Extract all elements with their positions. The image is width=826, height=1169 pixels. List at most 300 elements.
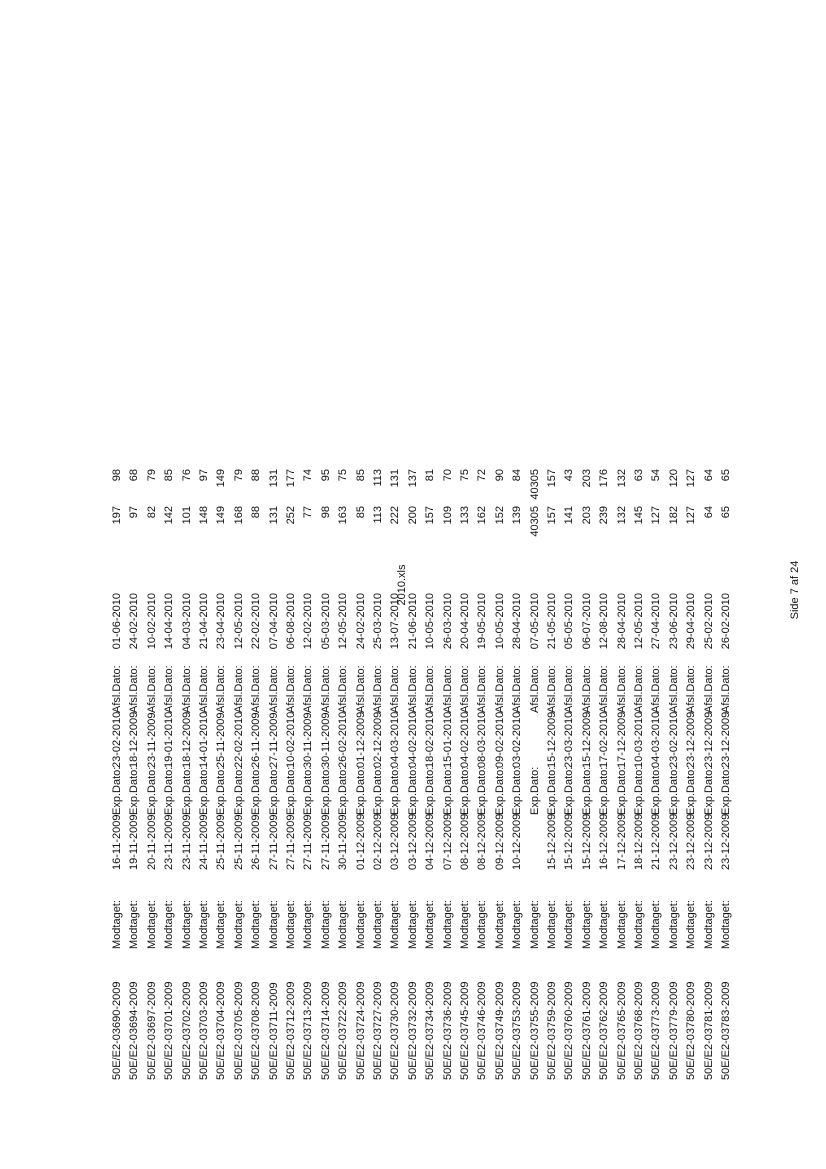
- case-id: 50E/E2-03713-2009: [302, 981, 315, 1080]
- afsl-date: 25-11-2009: [215, 712, 228, 768]
- days-total: 88: [250, 506, 263, 519]
- table-row: [335, 420, 352, 1080]
- afsl-label: Afsl.Dato:: [319, 665, 332, 713]
- exp-date: 08-12-2009: [459, 813, 471, 870]
- days-total: 98: [319, 506, 332, 519]
- table-row: [527, 420, 544, 1080]
- received-label: Modtaget:: [702, 900, 715, 949]
- exp-label: Exp.Dato:: [128, 766, 141, 815]
- exp-date: 15-12-2009: [580, 813, 593, 870]
- received-label: Modtaget:: [615, 900, 628, 949]
- exp-date: 16-12-2009: [598, 813, 611, 870]
- afsl-date: 23-03-2010: [563, 711, 576, 768]
- days-total: 200: [406, 506, 419, 525]
- days-remaining: 70: [441, 469, 454, 482]
- days-remaining: 90: [493, 469, 506, 482]
- afsl-label: Afsl.Dato:: [250, 665, 263, 713]
- table-row: [492, 420, 509, 1080]
- days-total: 101: [180, 506, 193, 525]
- exp-date: 02-12-2009: [372, 813, 384, 870]
- case-id: 50E/E2-03734-2009: [424, 981, 437, 1080]
- received-label: Modtaget:: [302, 900, 315, 949]
- final-date: 10-02-2010: [145, 593, 158, 650]
- days-remaining: 74: [302, 469, 315, 482]
- received-label: Modtaget:: [337, 900, 350, 949]
- case-id: 50E/E2-03697-2009: [145, 981, 158, 1080]
- exp-date: 23-11-2009: [163, 814, 176, 870]
- afsl-label: Afsl.Dato:: [128, 665, 141, 713]
- final-date: 29-04-2010: [685, 593, 698, 650]
- days-total: 162: [476, 506, 489, 525]
- exp-label: Exp.Dato:: [580, 766, 593, 815]
- days-remaining: 65: [720, 469, 732, 482]
- days-total: 157: [546, 506, 558, 525]
- exp-date: 30-11-2009: [337, 814, 350, 870]
- received-label: Modtaget:: [720, 900, 732, 949]
- afsl-label: Afsl.Dato:: [633, 665, 645, 713]
- days-remaining: 157: [546, 469, 558, 488]
- table-row: [196, 420, 213, 1080]
- case-id: 50E/E2-03708-2009: [250, 981, 263, 1080]
- table-row: [387, 420, 404, 1080]
- exp-label: Exp.Dato:: [285, 766, 297, 815]
- case-id: 50E/E2-03702-2009: [180, 981, 193, 1080]
- received-label: Modtaget:: [111, 900, 123, 949]
- days-total: 77: [302, 506, 315, 519]
- days-total: 148: [198, 506, 210, 525]
- table-row: [718, 420, 735, 1080]
- afsl-label: Afsl.Dato:: [198, 665, 210, 713]
- case-id: 50E/E2-03765-2009: [615, 981, 628, 1080]
- table-row: [631, 420, 648, 1080]
- days-remaining: 43: [563, 469, 576, 482]
- afsl-date: 19-01-2010: [163, 711, 176, 768]
- received-label: Modtaget:: [180, 900, 193, 949]
- exp-label: Exp.Dato:: [267, 766, 280, 815]
- days-total: 139: [511, 506, 524, 525]
- table-row: [231, 420, 248, 1080]
- table-row: [561, 420, 578, 1080]
- exp-date: 07-12-2009: [441, 813, 454, 870]
- table-row: [509, 420, 526, 1080]
- final-date: 06-08-2010: [285, 593, 297, 650]
- final-date: 05-05-2010: [563, 593, 576, 650]
- days-remaining: 85: [163, 469, 176, 482]
- case-id: 50E/E2-03773-2009: [650, 981, 663, 1080]
- final-date: 25-03-2010: [372, 593, 384, 650]
- exp-date: 26-11-2009: [250, 814, 263, 870]
- afsl-date: 04-03-2010: [650, 711, 663, 768]
- table-row: [474, 420, 491, 1080]
- days-total: 197: [111, 506, 123, 525]
- received-label: Modtaget:: [128, 900, 141, 949]
- exp-date: 20-11-2009: [145, 814, 158, 870]
- case-id: 50E/E2-03712-2009: [285, 981, 297, 1080]
- exp-label: Exp.Dato:: [459, 766, 471, 815]
- afsl-date: 04-02-2010: [459, 711, 471, 768]
- days-total: 82: [145, 506, 158, 519]
- table-row: [544, 420, 561, 1080]
- file-name: 2010.xls: [396, 564, 408, 606]
- exp-label: Exp.Dato:: [337, 766, 350, 815]
- afsl-date: 18-12-2009: [128, 711, 141, 768]
- final-date: 24-02-2010: [128, 593, 141, 650]
- exp-date: 15-12-2009: [546, 813, 558, 870]
- case-id: 50E/E2-03736-2009: [441, 981, 454, 1080]
- afsl-label: Afsl.Dato:: [459, 665, 471, 713]
- case-id: 50E/E2-03760-2009: [563, 981, 576, 1080]
- days-remaining: 131: [267, 469, 280, 488]
- exp-label: Exp.Dato:: [354, 766, 367, 815]
- table-row: [179, 420, 196, 1080]
- exp-date: 19-11-2009: [128, 814, 141, 870]
- afsl-date: 30-11-2009: [319, 712, 332, 768]
- afsl-date: 15-01-2010: [441, 711, 454, 768]
- case-id: 50E/E2-03714-2009: [319, 981, 332, 1080]
- days-total: 152: [493, 506, 506, 525]
- case-id: 50E/E2-03746-2009: [476, 981, 489, 1080]
- exp-label: Exp.Dato:: [424, 766, 437, 815]
- exp-label: Exp.Dato:: [598, 766, 611, 815]
- table-row: [144, 420, 161, 1080]
- afsl-label: Afsl.Dato:: [650, 665, 663, 713]
- table-row: [248, 420, 265, 1080]
- exp-date: 25-11-2009: [215, 814, 228, 870]
- days-remaining: 203: [580, 469, 593, 488]
- afsl-label: Afsl.Dato:: [372, 665, 384, 713]
- received-label: Modtaget:: [406, 900, 419, 949]
- afsl-label: Afsl.Dato:: [389, 665, 402, 713]
- received-label: Modtaget:: [389, 900, 402, 949]
- afsl-date: 15-12-2009: [580, 711, 593, 768]
- exp-date: 15-12-2009: [563, 813, 576, 870]
- afsl-date: 26-02-2010: [337, 711, 350, 768]
- afsl-date: 30-11-2009: [302, 712, 315, 768]
- exp-date: 01-12-2009: [354, 813, 367, 870]
- afsl-date: 10-03-2010: [633, 711, 645, 768]
- received-label: Modtaget:: [528, 900, 541, 949]
- afsl-label: Afsl.Dato:: [267, 665, 280, 713]
- days-total: 163: [337, 506, 350, 525]
- received-label: Modtaget:: [198, 900, 210, 949]
- days-remaining: 120: [667, 469, 680, 488]
- table-row: [370, 420, 387, 1080]
- afsl-label: Afsl.Dato:: [476, 665, 489, 713]
- final-date: 12-05-2010: [337, 593, 350, 650]
- afsl-label: Afsl.Dato:: [302, 665, 315, 713]
- final-date: 24-02-2010: [354, 593, 367, 650]
- table-row: [300, 420, 317, 1080]
- days-total: 40305: [528, 506, 541, 537]
- days-total: 222: [389, 506, 402, 525]
- days-remaining: 95: [319, 469, 332, 482]
- exp-label: Exp.Dato:: [406, 766, 419, 815]
- table-row: [318, 420, 335, 1080]
- days-remaining: 72: [476, 469, 489, 482]
- final-date: 12-02-2010: [302, 593, 315, 650]
- final-date: 23-06-2010: [667, 593, 680, 650]
- afsl-date: 17-12-2009: [615, 711, 628, 768]
- final-date: 10-05-2010: [493, 593, 506, 650]
- case-id: 50E/E2-03701-2009: [163, 981, 176, 1080]
- exp-date: 21-12-2009: [650, 813, 663, 870]
- afsl-label: Afsl.Dato:: [406, 665, 419, 713]
- afsl-label: Afsl.Dato:: [546, 665, 558, 713]
- afsl-label: Afsl.Dato:: [337, 665, 350, 713]
- afsl-date: 23-12-2009: [720, 711, 732, 768]
- exp-date: 23-12-2009: [720, 813, 732, 870]
- afsl-label: Afsl.Dato:: [232, 665, 245, 713]
- final-date: 25-02-2010: [702, 593, 715, 650]
- days-remaining: 132: [615, 469, 628, 488]
- exp-label: Exp.Dato:: [563, 766, 576, 815]
- afsl-date: 27-11-2009: [267, 712, 280, 768]
- received-label: Modtaget:: [598, 900, 611, 949]
- exp-label: Exp.Dato:: [476, 766, 489, 815]
- days-remaining: 85: [354, 469, 367, 482]
- received-label: Modtaget:: [424, 900, 437, 949]
- final-date: 21-05-2010: [546, 593, 558, 650]
- received-label: Modtaget:: [650, 900, 663, 949]
- days-total: 85: [354, 506, 367, 519]
- afsl-label: Afsl.Dato:: [615, 665, 628, 713]
- received-label: Modtaget:: [372, 900, 384, 949]
- table-row: [648, 420, 665, 1080]
- days-total: 182: [667, 506, 680, 525]
- final-date: 21-04-2010: [198, 593, 210, 650]
- exp-label: Exp.Dato:: [511, 766, 524, 815]
- page-number: Side 7 af 24: [789, 560, 801, 620]
- days-total: 142: [163, 506, 176, 525]
- days-total: 157: [424, 506, 437, 525]
- case-id: 50E/E2-03704-2009: [215, 981, 228, 1080]
- afsl-date: 14-01-2010: [198, 711, 210, 768]
- received-label: Modtaget:: [215, 900, 228, 949]
- received-label: Modtaget:: [232, 900, 245, 949]
- case-id: 50E/E2-03694-2009: [128, 981, 141, 1080]
- received-label: Modtaget:: [354, 900, 367, 949]
- exp-label: Exp.Dato:: [302, 766, 315, 815]
- exp-date: 09-12-2009: [493, 813, 506, 870]
- case-id: 50E/E2-03732-2009: [406, 981, 419, 1080]
- exp-label: Exp.Dato:: [163, 766, 176, 815]
- days-remaining: 64: [702, 469, 715, 482]
- afsl-date: 15-12-2009: [546, 711, 558, 768]
- days-remaining: 97: [198, 469, 210, 482]
- afsl-date: 17-02-2010: [598, 711, 611, 768]
- afsl-label: Afsl.Dato:: [145, 665, 158, 713]
- final-date: 28-04-2010: [615, 593, 628, 650]
- case-id: 50E/E2-03781-2009: [702, 981, 715, 1080]
- table-row: [126, 420, 143, 1080]
- afsl-date: 18-02-2010: [424, 711, 437, 768]
- received-label: Modtaget:: [163, 900, 176, 949]
- exp-date: 18-12-2009: [633, 813, 645, 870]
- afsl-date: 23-02-2010: [667, 711, 680, 768]
- final-date: 21-06-2010: [406, 593, 419, 650]
- exp-label: Exp.Dato:: [180, 766, 193, 815]
- table-row: [283, 420, 300, 1080]
- days-total: 65: [720, 506, 732, 519]
- exp-label: Exp.Dato:: [145, 766, 158, 815]
- received-label: Modtaget:: [633, 900, 645, 949]
- exp-date: 27-11-2009: [319, 814, 332, 870]
- exp-label: Exp.Dato:: [198, 766, 210, 815]
- exp-date: 17-12-2009: [615, 813, 628, 870]
- final-date: 06-07-2010: [580, 593, 593, 650]
- received-label: Modtaget:: [459, 900, 471, 949]
- case-id: 50E/E2-03703-2009: [198, 981, 210, 1080]
- afsl-label: Afsl.Dato:: [111, 665, 123, 713]
- table-row: [440, 420, 457, 1080]
- days-remaining: 137: [406, 469, 419, 488]
- days-total: 149: [215, 506, 228, 525]
- exp-date: 16-11-2009: [111, 814, 123, 870]
- exp-date: 10-12-2009: [511, 813, 524, 870]
- afsl-date: 18-12-2009: [180, 711, 193, 768]
- exp-date: 08-12-2009: [476, 813, 489, 870]
- afsl-label: Afsl.Dato:: [163, 665, 176, 713]
- afsl-date: 02-12-2009: [372, 711, 384, 768]
- days-total: 252: [285, 506, 297, 525]
- final-date: 26-02-2010: [720, 593, 732, 650]
- days-remaining: 75: [459, 469, 471, 482]
- table-row: [213, 420, 230, 1080]
- days-total: 127: [650, 506, 663, 525]
- case-table: [109, 420, 732, 1080]
- afsl-date: 03-02-2010: [511, 711, 524, 768]
- days-total: 113: [372, 506, 384, 524]
- exp-label: Exp.Dato:: [702, 766, 715, 815]
- table-row: [596, 420, 613, 1080]
- table-row: [666, 420, 683, 1080]
- received-label: Modtaget:: [493, 900, 506, 949]
- exp-date: 23-12-2009: [702, 813, 715, 870]
- exp-label: Exp.Dato:: [493, 766, 506, 815]
- afsl-label: Afsl.Dato:: [720, 665, 732, 713]
- exp-date: 04-12-2009: [424, 813, 437, 870]
- days-total: 131: [267, 506, 280, 525]
- afsl-label: Afsl.Dato:: [441, 665, 454, 713]
- final-date: 12-05-2010: [633, 593, 645, 650]
- final-date: 22-02-2010: [250, 593, 263, 650]
- days-remaining: 98: [111, 469, 123, 482]
- days-total: 145: [633, 506, 645, 525]
- days-total: 109: [441, 506, 454, 525]
- received-label: Modtaget:: [319, 900, 332, 949]
- afsl-date: 22-02-2010: [232, 711, 245, 768]
- case-id: 50E/E2-03724-2009: [354, 981, 367, 1080]
- table-row: [457, 420, 474, 1080]
- final-date: 13-07-2010: [389, 593, 402, 650]
- days-total: 127: [685, 506, 698, 525]
- exp-label: Exp.Dato:: [372, 766, 384, 815]
- afsl-label: Afsl.Dato:: [354, 665, 367, 713]
- days-remaining: 176: [598, 469, 611, 488]
- table-row: [683, 420, 700, 1080]
- received-label: Modtaget:: [267, 900, 280, 949]
- afsl-label: Afsl.Dato:: [180, 665, 193, 713]
- received-label: Modtaget:: [285, 900, 297, 949]
- exp-label: Exp.Dato:: [250, 766, 263, 815]
- days-remaining: 79: [232, 469, 245, 482]
- afsl-label: Afsl.Dato:: [215, 665, 228, 713]
- table-row: [161, 420, 178, 1080]
- exp-label: Exp.Dato:: [633, 766, 645, 815]
- exp-label: Exp.Dato:: [667, 766, 680, 815]
- afsl-label: Afsl.Dato:: [667, 665, 680, 713]
- days-total: 168: [232, 506, 245, 525]
- days-remaining: 113: [372, 469, 384, 487]
- exp-date: 27-11-2009: [267, 814, 280, 870]
- final-date: 12-08-2010: [598, 593, 611, 650]
- days-remaining: 63: [633, 469, 645, 482]
- final-date: 20-04-2010: [459, 593, 471, 650]
- days-remaining: 177: [285, 469, 297, 488]
- final-date: 26-03-2010: [441, 593, 454, 650]
- table-row: [405, 420, 422, 1080]
- afsl-label: Afsl.Dato:: [511, 665, 524, 713]
- days-total: 132: [615, 506, 628, 525]
- afsl-date: 23-11-2009: [145, 712, 158, 768]
- exp-date: 23-12-2009: [685, 813, 698, 870]
- afsl-label: Afsl.Dato:: [493, 665, 506, 713]
- received-label: Modtaget:: [511, 900, 524, 949]
- days-remaining: 76: [180, 469, 193, 482]
- exp-date: 23-12-2009: [667, 813, 680, 870]
- final-date: 27-04-2010: [650, 593, 663, 650]
- case-id: 50E/E2-03749-2009: [493, 981, 506, 1080]
- days-total: 133: [459, 506, 471, 525]
- days-remaining: 84: [511, 469, 524, 482]
- exp-label: Exp.Dato:: [546, 766, 558, 815]
- final-date: 19-05-2010: [476, 593, 489, 650]
- received-label: Modtaget:: [441, 900, 454, 949]
- days-remaining: 149: [215, 469, 228, 488]
- case-id: 50E/E2-03783-2009: [720, 981, 732, 1080]
- exp-label: Exp.Dato:: [650, 766, 663, 815]
- afsl-date: 23-12-2009: [685, 711, 698, 768]
- afsl-date: 26-11-2009: [250, 712, 263, 768]
- table-row: [701, 420, 718, 1080]
- days-remaining: 81: [424, 469, 437, 482]
- days-total: 64: [702, 506, 715, 519]
- case-id: 50E/E2-03780-2009: [685, 981, 698, 1080]
- final-date: 05-03-2010: [319, 593, 332, 650]
- afsl-date: 09-02-2010: [493, 711, 506, 768]
- afsl-label: Afsl.Dato:: [528, 665, 541, 713]
- table-row: [109, 420, 126, 1080]
- exp-label: Exp.Dato:: [441, 766, 454, 815]
- final-date: 07-04-2010: [267, 593, 280, 650]
- case-id: 50E/E2-03768-2009: [633, 981, 645, 1080]
- days-total: 97: [128, 506, 141, 519]
- received-label: Modtaget:: [546, 900, 558, 949]
- afsl-label: Afsl.Dato:: [702, 665, 715, 713]
- case-id: 50E/E2-03705-2009: [232, 981, 245, 1080]
- exp-label: Exp.Dato:: [685, 766, 698, 815]
- exp-label: Exp.Dato:: [319, 766, 332, 815]
- afsl-date: 08-03-2010: [476, 711, 489, 768]
- days-remaining: 54: [650, 469, 663, 482]
- exp-label: Exp.Dato:: [615, 766, 628, 815]
- case-id: 50E/E2-03727-2009: [372, 981, 384, 1080]
- afsl-date: 23-02-2010: [111, 711, 123, 768]
- exp-date: 23-11-2009: [180, 814, 193, 870]
- exp-label: Exp.Dato:: [720, 766, 732, 815]
- final-date: 10-05-2010: [424, 593, 437, 650]
- afsl-date: 04-03-2010: [389, 711, 402, 768]
